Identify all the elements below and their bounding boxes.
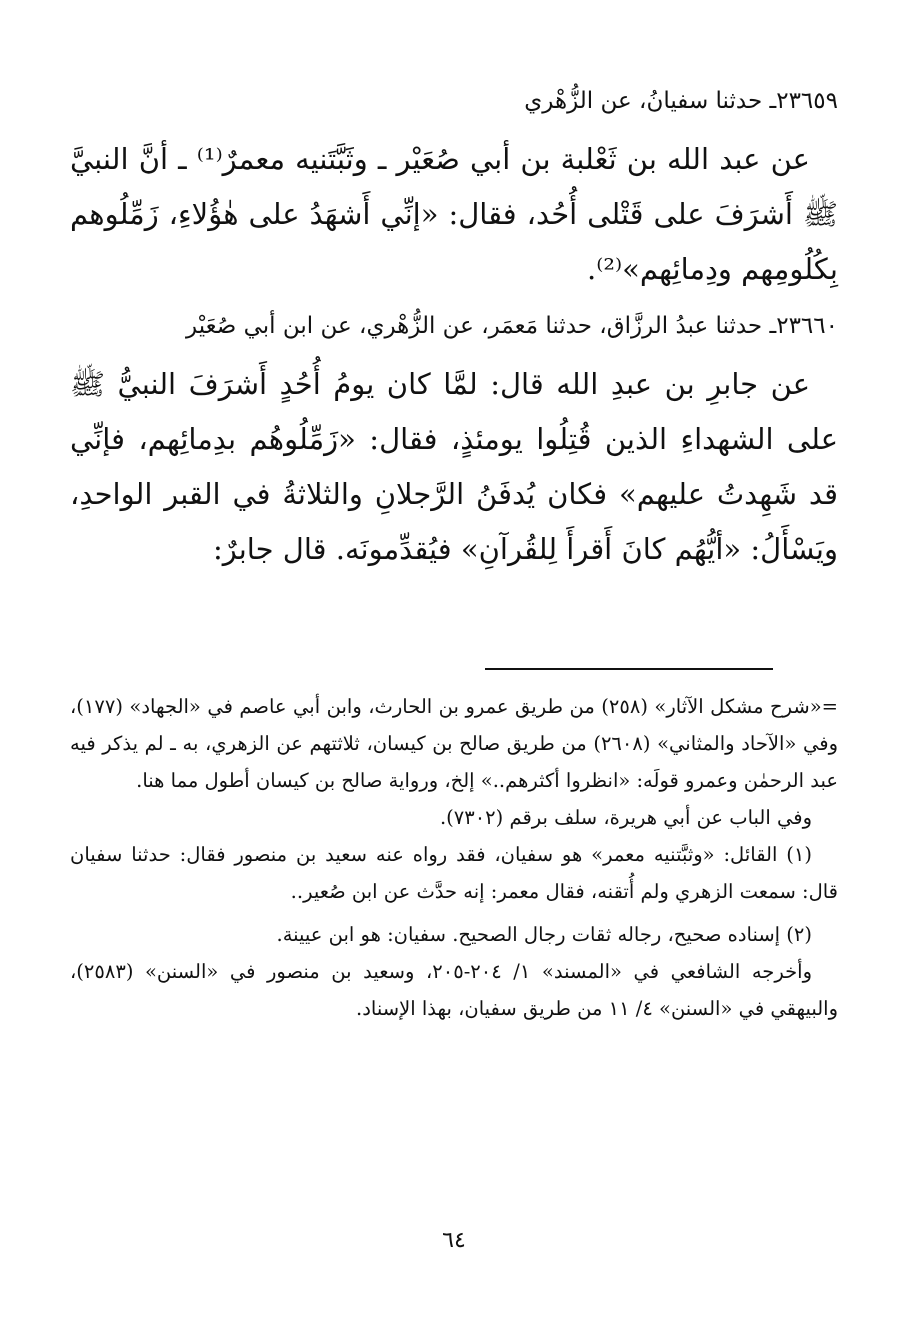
hadith-2-text: عن جابرِ بن عبدِ الله قال: لمَّا كان يومُ أُحُدٍ أَشرَفَ النبيُّ ﷺ على الشهداءِ الذين قُتِلُوا يومئذٍ، فقال: «زَمِّلُوهُم بدِمائِهم، فإنِّي قد شَهِدتُ عليهم» فكان يُدفَنُ الرَّجلانِ والثلاثةُ في القبر الواحدِ، ويَسْأَلُ: «أيُّهُم كانَ أَقرأَ لِلقُرآنِ» فيُقدِّمونَه. قال جابرٌ: xyxy=(70,367,838,566)
main-text xyxy=(70,82,838,587)
footnote-2: (٢) إسناده صحيح، رجاله ثقات رجال الصحيح. سفيان: هو ابن عيينة. xyxy=(276,923,812,946)
footnote-continuation: =«شرح مشكل الآثار» (٢٥٨) من طريق عمرو بن الحارث، وابن أبي عاصم في «الجهاد» (١٧٧)، وفي «الآحاد والمثاني» (٢٦٠٨) من طريق صالح بن كيسان، ثلاثتهم عن الزهري، به ـ لم يذكر فيه عبد الرحمٰن وعمرو قولَه: «انظروا أكثرهم..» إلخ، ورواية صالح بن كيسان أطول مما هنا. xyxy=(70,695,838,792)
hadith-2-heading: ٢٣٦٦٠ـ حدثنا عبدُ الرزَّاق، حدثنا مَعمَر، عن الزُّهْري، عن ابن أبي صُعَيْر xyxy=(186,313,838,339)
footnote-separator xyxy=(485,668,773,670)
hadith-1-text: عن عبد الله بن ثَعْلبة بن أبي صُعَيْر ـ وثَبَّتَنيه معمرٌ⁽¹⁾ ـ أنَّ النبيَّ ﷺ أَشرَفَ على قَتْلى أُحُد، فقال: «إنِّي أَشهَدُ على هٰؤُلاءِ، زَمِّلُوهم بِكُلُومِهم ودِمائِهم»⁽²⁾. xyxy=(70,142,838,286)
footnote-1: (١) القائل: «وثبَّتنيه معمر» هو سفيان، فقد رواه عنه سعيد بن منصور فقال: حدثنا سفيان قال: سمعت الزهري ولم أُتقنه، فقال معمر: إنه حدَّث عن ابن صُعير.. xyxy=(70,843,838,903)
hadith-1-heading: ٢٣٦٥٩ـ حدثنا سفيانُ، عن الزُّهْري xyxy=(524,88,838,114)
footnote-see-also: وفي الباب عن أبي هريرة، سلف برقم (٧٣٠٢). xyxy=(439,806,812,829)
footnote-2-sources: وأخرجه الشافعي في «المسند» ١/ ٢٠٤-٢٠٥، وسعيد بن منصور في «السنن» (٢٥٨٣)، والبيهقي في «السنن» ٤/ ١١ من طريق سفيان، بهذا الإسناد. xyxy=(70,960,838,1020)
page-number: ٦٤ xyxy=(442,1228,466,1253)
footnotes xyxy=(70,688,838,1027)
